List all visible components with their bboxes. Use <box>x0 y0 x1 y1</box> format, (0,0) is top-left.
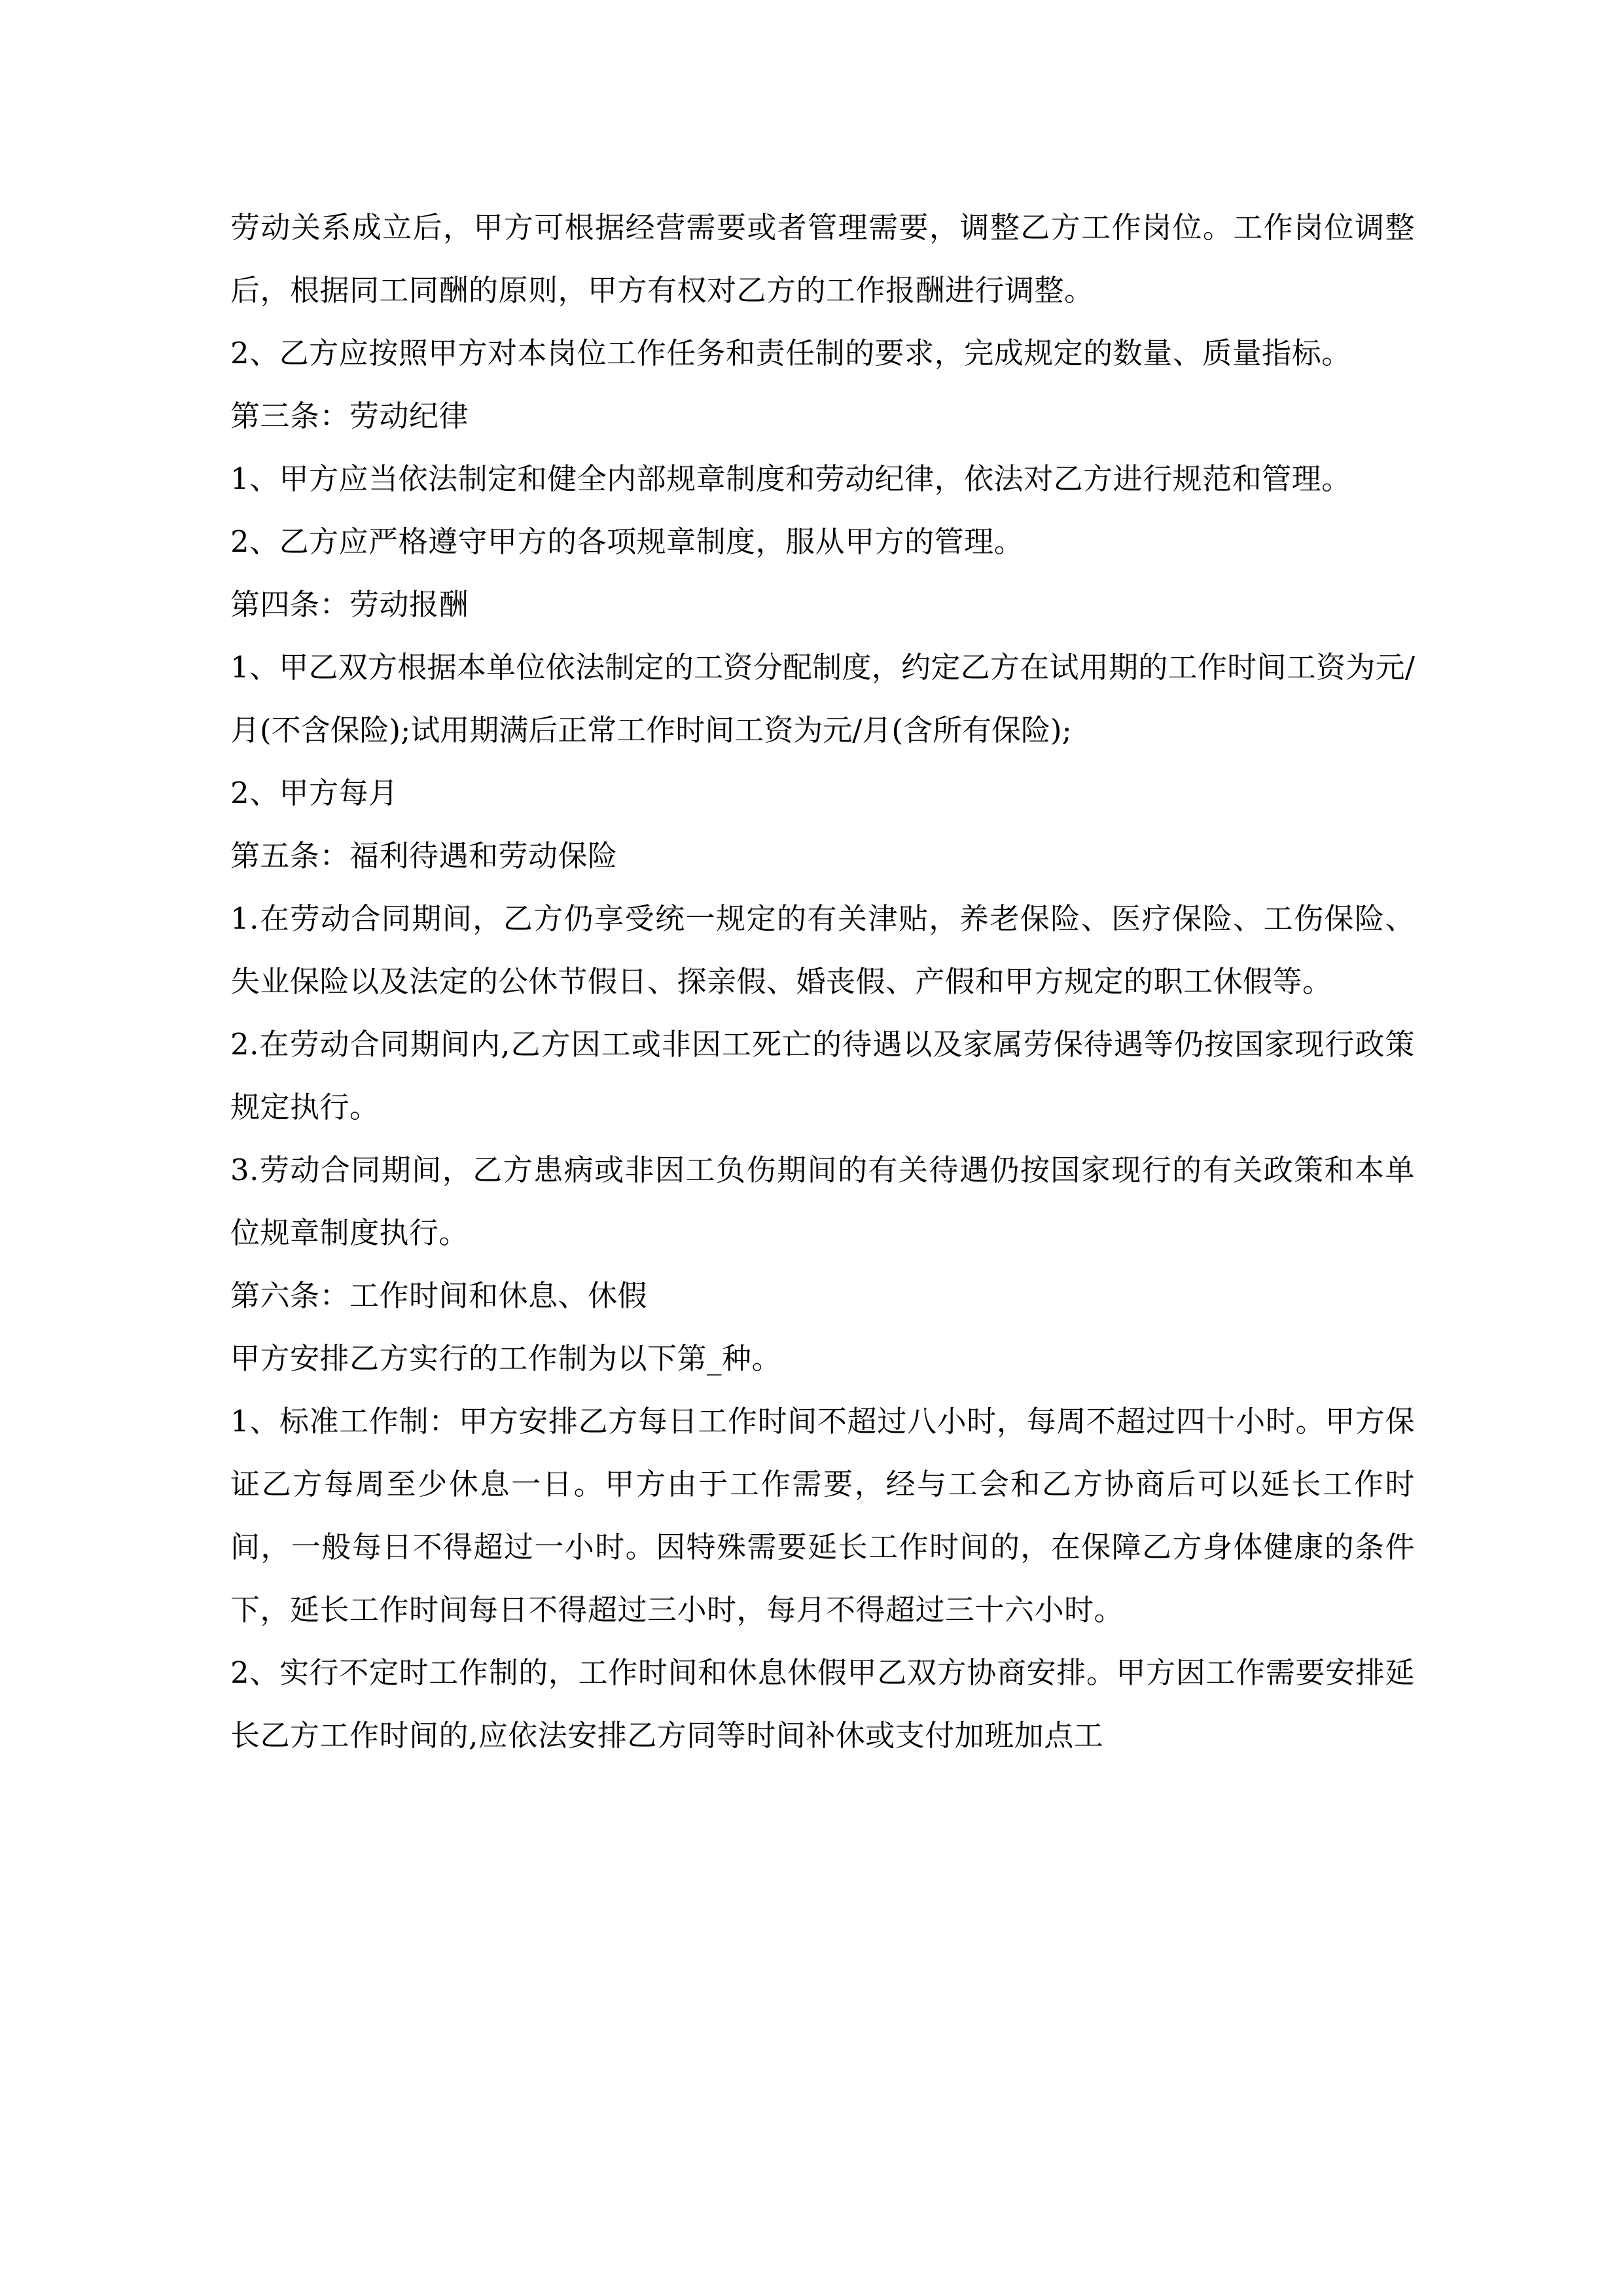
paragraph-2: 2、乙方应按照甲方对本岗位工作任务和责任制的要求，完成规定的数量、质量指标。 <box>230 336 1351 370</box>
paragraph-6: 2、甲方每月 <box>230 776 399 810</box>
paragraph-1: 劳动关系成立后，甲方可根据经营需要或者管理需要，调整乙方工作岗位。工作岗位调整后，根据同工同酬的原则，甲方有权对乙方的工作报酬进行调整。 <box>230 210 1415 308</box>
paragraph-4: 2、乙方应严格遵守甲方的各项规章制度，服从甲方的管理。 <box>230 524 1024 559</box>
paragraph-5: 1、甲乙双方根据本单位依法制定的工资分配制度，约定乙方在试用期的工作时间工资为元/月(不含保险);试用期满后正常工作时间工资为元/月(含所有保险); <box>230 650 1415 747</box>
paragraph-12: 2、实行不定时工作制的，工作时间和休息休假甲乙双方协商安排。甲方因工作需要安排延长乙方工作时间的,应依法安排乙方同等时间补休或支付加班加点工 <box>230 1655 1415 1753</box>
section-heading-4: 第四条：劳动报酬 <box>230 587 469 622</box>
section-heading-5: 第五条：福利待遇和劳动保险 <box>230 838 618 873</box>
paragraph-9: 3.劳动合同期间，乙方患病或非因工负伤期间的有关待遇仍按国家现行的有关政策和本单位规章制度执行。 <box>230 1153 1415 1250</box>
section-heading-6: 第六条：工作时间和休息、休假 <box>230 1278 648 1313</box>
paragraph-11: 1、标准工作制：甲方安排乙方每日工作时间不超过八小时，每周不超过四十小时。甲方保证乙方每周至少休息一日。甲方由于工作需要，经与工会和乙方协商后可以延长工作时间，一般每日不得超过一小时。因特殊需要延长工作时间的，在保障乙方身体健康的条件下，延长工作时间每日不得超过三小时，每月不得超过三十六小时。 <box>230 1404 1415 1627</box>
section-heading-3: 第三条：劳动纪律 <box>230 399 469 433</box>
paragraph-8: 2.在劳动合同期间内,乙方因工或非因工死亡的待遇以及家属劳保待遇等仍按国家现行政策规定执行。 <box>230 1027 1415 1124</box>
paragraph-10: 甲方安排乙方实行的工作制为以下第_种。 <box>230 1341 782 1376</box>
paragraph-3: 1、甲方应当依法制定和健全内部规章制度和劳动纪律，依法对乙方进行规范和管理。 <box>230 461 1351 496</box>
document-body <box>230 196 1415 1767</box>
paragraph-7: 1.在劳动合同期间，乙方仍享受统一规定的有关津贴，养老保险、医疗保险、工伤保险、失业保险以及法定的公休节假日、探亲假、婚丧假、产假和甲方规定的职工休假等。 <box>230 901 1415 999</box>
